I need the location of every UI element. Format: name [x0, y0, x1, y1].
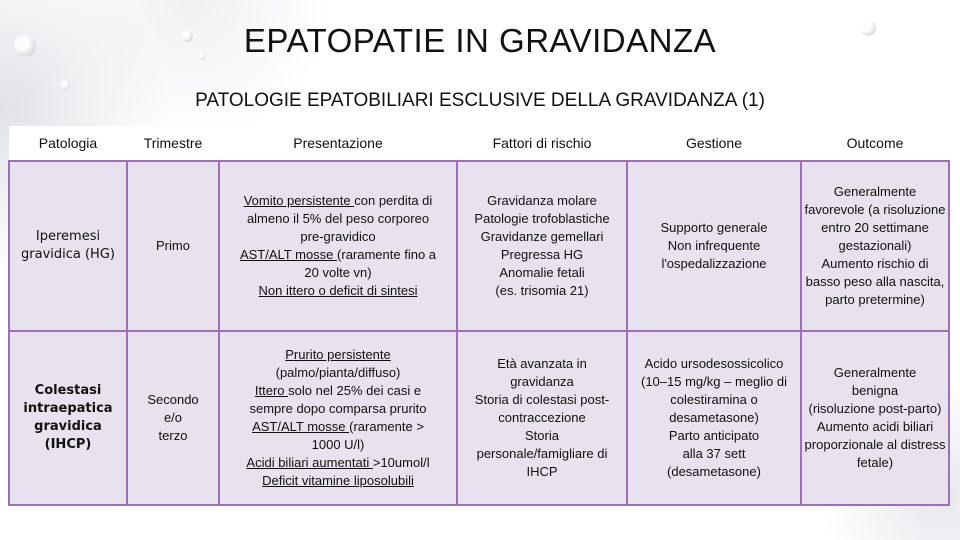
cell-text-line: gestazionali): [838, 238, 912, 253]
underlined-text: AST/ALT mosse: [239, 247, 338, 262]
cell-text-line: Gravidanza molare: [487, 193, 597, 208]
plain-text: (raramente >: [349, 419, 424, 434]
underlined-text: AST/ALT mosse: [252, 419, 350, 434]
cell-text-line: [222, 228, 454, 246]
cell-text-line: [222, 346, 454, 364]
cell-text-line: l'ospedalizzazione: [661, 256, 767, 271]
plain-text: solo nel 25% dei casi e: [288, 383, 422, 398]
cell-text-line: alla 37 sett: [682, 446, 746, 461]
cell-text-line: Aumento acidi biliari: [816, 419, 934, 434]
slide-subtitle: PATOLOGIE EPATOBILIARI ESCLUSIVE DELLA GRAVIDANZA (1): [195, 90, 765, 111]
cell-text-line: gravidica (HG): [21, 247, 115, 262]
cell-text-line: [222, 282, 454, 300]
cell-text-line: IHCP: [526, 464, 558, 479]
cell-text-line: Generalmente: [833, 365, 917, 380]
cell-text-line: [222, 454, 454, 472]
cell-text-line: Patologie trofoblastiche: [474, 211, 610, 226]
plain-text: sempre dopo comparsa prurito: [249, 401, 427, 416]
cell-text-line: colestiramina o: [670, 392, 758, 407]
cell-patologia: [9, 161, 127, 331]
cell-text-line: (10–15 mg/kg – meglio di: [641, 374, 787, 389]
cell-text-line: [222, 246, 454, 264]
plain-text: con perdita di: [354, 193, 433, 208]
cell-gestione: [627, 331, 801, 505]
cell-fattori: [457, 161, 627, 331]
plain-text: (palmo/pianta/diffuso): [275, 365, 401, 380]
cell-text-line: [222, 192, 454, 210]
cell-outcome: [801, 161, 949, 331]
column-header: Patologia: [9, 126, 127, 161]
slide-title: EPATOPATIE IN GRAVIDANZA: [243, 22, 717, 59]
cell-fattori: [457, 331, 627, 505]
cell-text-line: Generalmente: [833, 184, 917, 199]
table-row: [9, 161, 949, 331]
underlined-text: Vomito persistente: [243, 193, 355, 208]
cell-text-line: Acido ursodesossicolico: [644, 356, 784, 371]
cell-text-line: desametasone): [669, 410, 759, 425]
cell-text-line: [222, 382, 454, 400]
cell-text-line: (risoluzione post-parto): [808, 401, 942, 416]
cell-text-line: gravidanza: [510, 374, 574, 389]
cell-presentazione: [219, 331, 457, 505]
cell-text-line: personale/famigliare di: [476, 446, 608, 461]
underlined-text: Ittero: [254, 383, 289, 398]
column-header: Outcome: [801, 126, 949, 161]
column-header: Fattori di rischio: [457, 126, 627, 161]
cell-text-line: (es. trisomia 21): [495, 283, 589, 298]
table-header-row: [9, 126, 949, 161]
cell-text-line: gravidica: [34, 419, 102, 434]
plain-text: almeno il 5% del peso corporeo: [246, 211, 430, 226]
cell-text-line: entro 20 settimane: [821, 220, 929, 235]
underlined-text: Deficit vitamine liposolubili: [262, 473, 414, 488]
cell-text-line: (IHCP): [44, 437, 92, 452]
cell-trimestre: [127, 161, 219, 331]
plain-text: >10umol/l: [372, 455, 430, 470]
cell-text-line: fetale): [856, 455, 894, 470]
cell-text-line: parto pretermine): [825, 292, 925, 307]
cell-trimestre: [127, 331, 219, 505]
pathology-table: [8, 126, 950, 506]
cell-text-line: [222, 418, 454, 436]
underlined-text: Non ittero o deficit di sintesi: [258, 283, 418, 298]
cell-patologia: [9, 331, 127, 505]
column-header: Trimestre: [127, 126, 219, 161]
cell-text-line: [222, 264, 454, 282]
plain-text: 1000 U/l): [311, 437, 365, 452]
cell-text-line: Età avanzata in: [497, 356, 587, 371]
cell-text-line: basso peso alla nascita,: [805, 274, 945, 289]
cell-text-line: Anomalie fetali: [499, 265, 585, 280]
cell-text-line: terzo: [158, 428, 188, 443]
column-header: Gestione: [627, 126, 801, 161]
cell-text-line: intraepatica: [23, 401, 113, 416]
cell-text-line: [222, 400, 454, 418]
cell-presentazione: [219, 161, 457, 331]
column-header: Presentazione: [219, 126, 457, 161]
plain-text: pre-gravidico: [300, 229, 376, 244]
underlined-text: Prurito persistente: [285, 347, 391, 362]
cell-text-line: [222, 436, 454, 454]
table-row: [9, 331, 949, 505]
cell-text-line: Parto anticipato: [668, 428, 760, 443]
cell-text-line: [222, 364, 454, 382]
water-drop-decoration: [60, 80, 70, 90]
cell-text-line: Supporto generale: [660, 220, 768, 235]
plain-text: 20 volte vn): [304, 265, 372, 280]
cell-text-line: Storia: [525, 428, 559, 443]
cell-text-line: [222, 472, 454, 490]
cell-text-line: Gravidanze gemellari: [480, 229, 604, 244]
cell-text-line: Colestasi: [34, 383, 102, 398]
cell-text-line: Non infrequente: [667, 238, 761, 253]
cell-gestione: [627, 161, 801, 331]
cell-text-line: Aumento rischio di: [821, 256, 929, 271]
cell-text-line: Storia di colestasi post-: [474, 392, 610, 407]
cell-outcome: [801, 331, 949, 505]
cell-text-line: Secondo: [147, 392, 199, 407]
cell-text-line: [222, 210, 454, 228]
cell-text-line: Iperemesi: [35, 229, 101, 244]
cell-text-line: Pregressa HG: [500, 247, 584, 262]
cell-text-line: e/o: [163, 410, 183, 425]
underlined-text: Acidi biliari aumentati: [246, 455, 373, 470]
plain-text: (raramente fino a: [337, 247, 437, 262]
cell-text-line: benigna: [851, 383, 899, 398]
cell-text-line: favorevole (a risoluzione: [804, 202, 946, 217]
cell-text-line: contraccezione: [498, 410, 586, 425]
cell-text-line: proporzionale al distress: [804, 437, 946, 452]
cell-text-line: (desametasone): [667, 464, 761, 479]
cell-text-line: Primo: [156, 238, 190, 253]
